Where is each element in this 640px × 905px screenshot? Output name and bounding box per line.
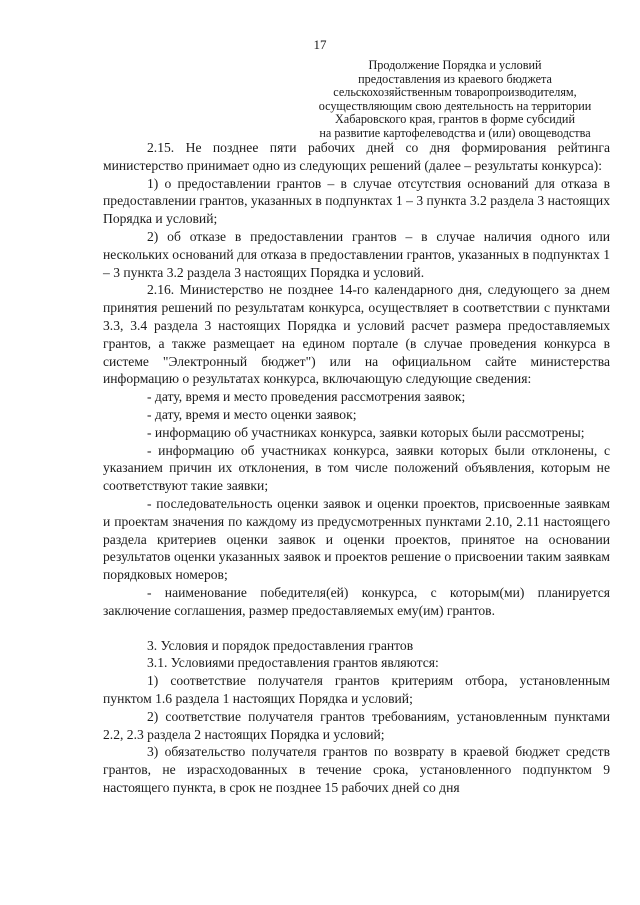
section-spacer (103, 620, 610, 637)
paragraph-3-1-item-2: 2) соответствие получателя грантов требованиям, установленным пунктами 2.2, 2.3 раздела 2 настоящих Порядка и условий; (103, 708, 610, 742)
paragraph-2-15-item-1: 1) о предоставлении грантов – в случае отсутствия оснований для отказа в предоставлении грантов, указанных в подпунктах 1 – 3 пункта 3.2 раздела 3 настоящих Порядка и условий; (103, 175, 610, 227)
paragraph-3-1: 3.1. Условиями предоставления грантов являются: (147, 655, 439, 671)
header-line: Хабаровского края, грантов в форме субсидий (335, 112, 575, 127)
list-item: - информацию об участниках конкурса, заявки которых были отклонены, с указанием причин их отклонения, в том числе положений объявления, которым не соответствуют такие заявки; (103, 442, 610, 494)
header-line: сельскохозяйственным товаропроизводителям, (333, 85, 577, 100)
header-line: осуществляющим свою деятельность на территории (318, 98, 592, 113)
paragraph-2-16: 2.16. Министерство не позднее 14-го календарного дня, следующего за днем принятия решений по результатам конкурса, осуществляет в соответствии с пунктами 3.3, 3.4 раздела 3 настоящих Порядка и условий расчет размера предоставляемых грантов, а также размещает на едином портале (в случае проведения конкурса в системе "Электронный бюджет") или на официальном сайте министерства информацию о результатах конкурса, включающую следующие сведения: (103, 282, 610, 387)
document-header (290, 59, 620, 141)
list-item: - дату, время и место проведения рассмотрения заявок; (147, 389, 466, 405)
list-item: - дату, время и место оценки заявок; (147, 406, 357, 422)
list-item: - наименование победителя(ей) конкурса, с которым(ми) планируется заключение соглашения, размер предоставляемых ему(им) грантов. (103, 584, 610, 618)
list-item: - последовательность оценки заявок и оценки проектов, присвоенные заявкам и проектам значения по каждому из предусмотренных пунктами 2.10, 2.11 настоящего раздела критериев оценки заявок и оценки проектов, принятое на основании результатов оценки указанных заявок и проектов решение о присвоении таким заявкам порядковых номеров; (103, 495, 610, 583)
list-item: - информацию об участниках конкурса, заявки которых были рассмотрены; (147, 424, 585, 440)
document-body (103, 139, 610, 797)
paragraph-2-15: 2.15. Не позднее пяти рабочих дней со дня формирования рейтинга министерство принимает одно из следующих решений (далее – результаты конкурса): (103, 140, 610, 173)
section-3-title: 3. Условия и порядок предоставления грантов (147, 637, 414, 653)
header-line: Продолжение Порядка и условий (368, 58, 542, 72)
paragraph-3-1-item-1: 1) соответствие получателя грантов критериям отбора, установленным пунктом 1.6 раздела 1 настоящих Порядка и условий; (103, 673, 610, 706)
paragraph-2-15-item-2: 2) об отказе в предоставлении грантов – в случае наличия одного или нескольких оснований для отказа в предоставлении грантов, указанных в подпунктах 1 – 3 пункта 3.2 раздела 3 настоящих Порядка и условий. (103, 228, 610, 280)
header-line: на развитие картофелеводства и (или) овощеводства (319, 125, 591, 140)
header-line: предоставления из краевого бюджета (358, 71, 552, 86)
page-number: 17 (313, 37, 327, 52)
paragraph-3-1-item-3: 3) обязательство получателя грантов по возврату в краевой бюджет средств грантов, не израсходованных в течение срока, установленного подпунктом 9 настоящего пункта, в срок не позднее 15 рабочих дней со дня (103, 744, 610, 795)
